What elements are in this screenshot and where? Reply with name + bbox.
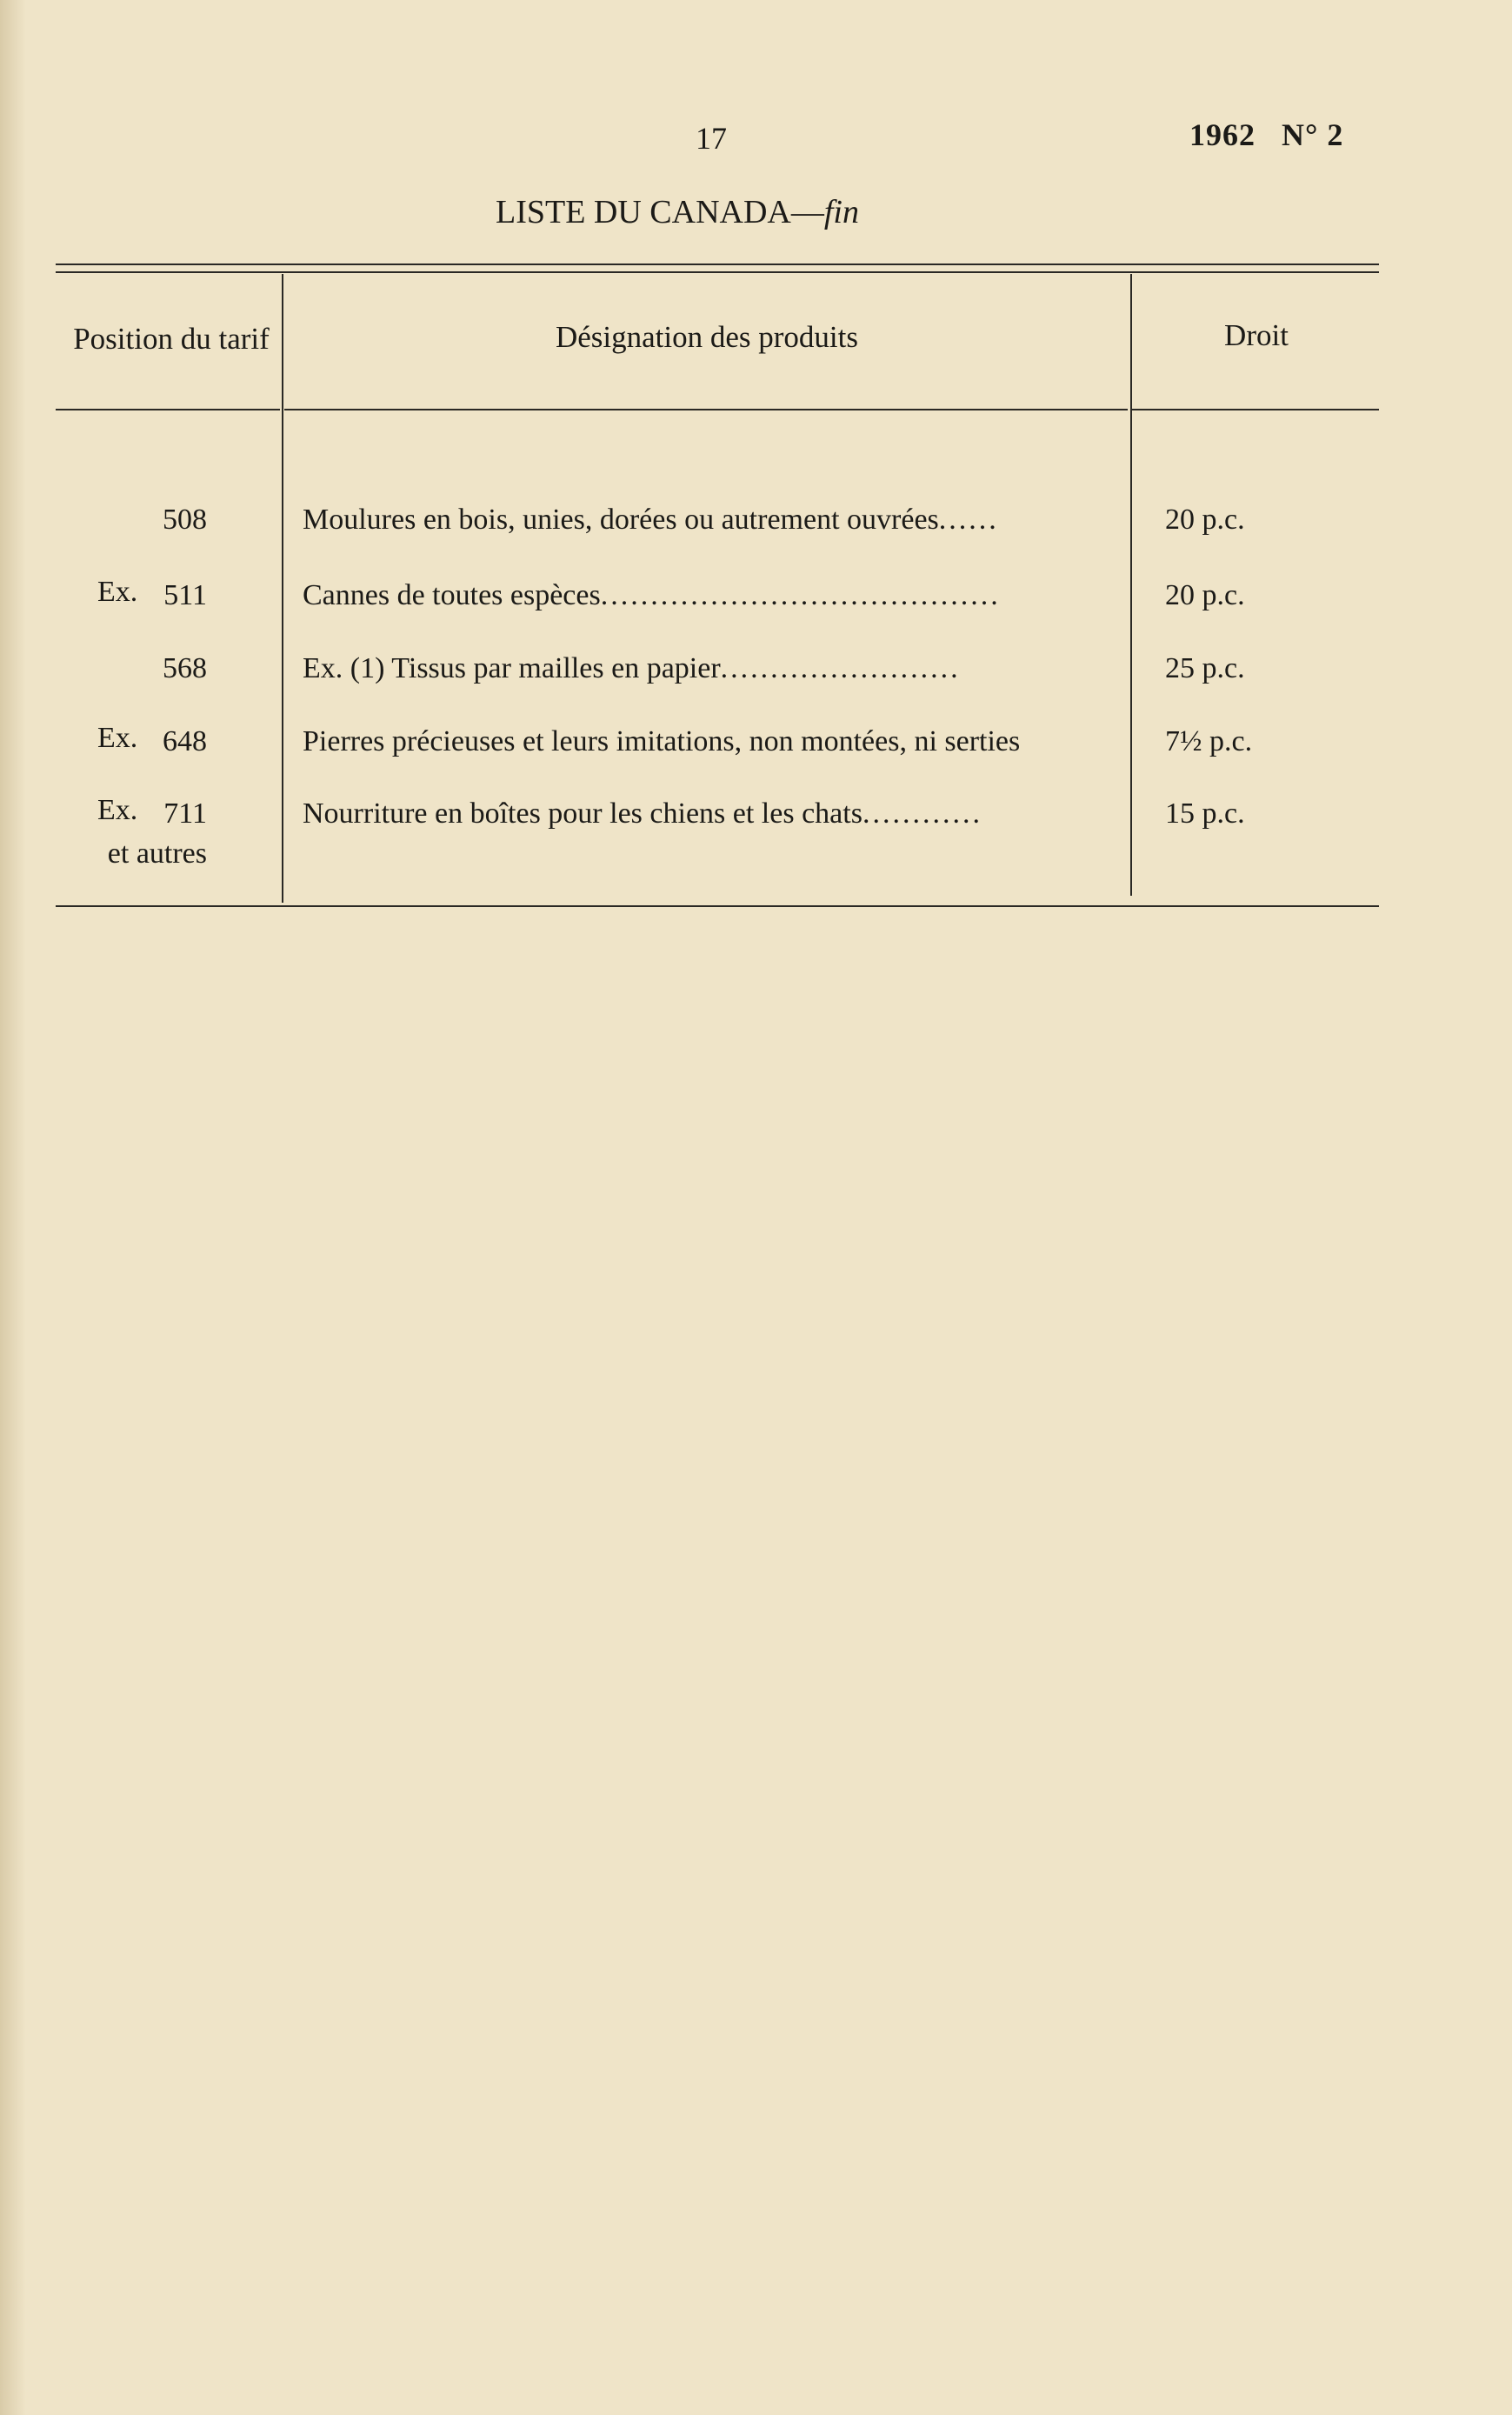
tariff-prefix: Ex.	[97, 794, 138, 826]
product-designation: Moulures en bois, unies, dorées ou autrement ouvrées......	[303, 504, 999, 536]
table-row	[0, 500, 1512, 540]
table-row	[0, 794, 1512, 870]
duty-rate: 20 p.c.	[1165, 504, 1245, 536]
title-main: LISTE DU CANADA—	[496, 194, 824, 230]
header-rule-position	[56, 409, 280, 410]
column-header-position: Position du tarif	[73, 322, 270, 356]
column-header-rate: Droit	[1224, 318, 1289, 352]
duty-rate: 20 p.c.	[1165, 579, 1245, 611]
table-row	[0, 649, 1512, 689]
table-row	[0, 722, 1512, 762]
duty-rate: 15 p.c.	[1165, 797, 1245, 830]
table-row	[0, 576, 1512, 616]
tariff-prefix: Ex.	[97, 722, 138, 754]
volume-year: 1962	[1189, 117, 1256, 152]
table-bottom-rule	[56, 905, 1379, 907]
page-edge-shadow	[0, 0, 26, 2415]
page-title	[496, 193, 859, 231]
product-designation: Nourriture en boîtes pour les chiens et les chats............	[303, 797, 982, 830]
tariff-position: 568	[163, 652, 207, 684]
title-suffix: fin	[823, 194, 859, 230]
column-header-designation: Désignation des produits	[555, 320, 859, 354]
table-top-rule-second	[56, 271, 1379, 273]
volume-number: N° 2	[1282, 117, 1344, 152]
tariff-position: 648	[163, 725, 207, 757]
product-designation: Pierres précieuses et leurs imitations, non montées, ni serties	[303, 725, 1021, 757]
duty-rate: 25 p.c.	[1165, 652, 1245, 684]
tariff-position: 511	[163, 579, 207, 611]
table-top-rule	[56, 264, 1379, 265]
tariff-position: 508	[163, 504, 207, 536]
tariff-prefix: Ex.	[97, 576, 138, 608]
page-number: 17	[696, 121, 727, 156]
header-rule-designation	[284, 409, 1128, 410]
tariff-position: 711 et autres	[70, 794, 207, 874]
duty-rate: 7½ p.c.	[1165, 725, 1253, 757]
volume-info	[1189, 117, 1343, 153]
product-designation: Cannes de toutes espèces........................................	[303, 579, 1001, 611]
tariff-position-extra: et autres	[107, 837, 207, 870]
product-designation: Ex. (1) Tissus par mailles en papier........................	[303, 652, 961, 684]
header-rule-rate	[1132, 409, 1379, 410]
